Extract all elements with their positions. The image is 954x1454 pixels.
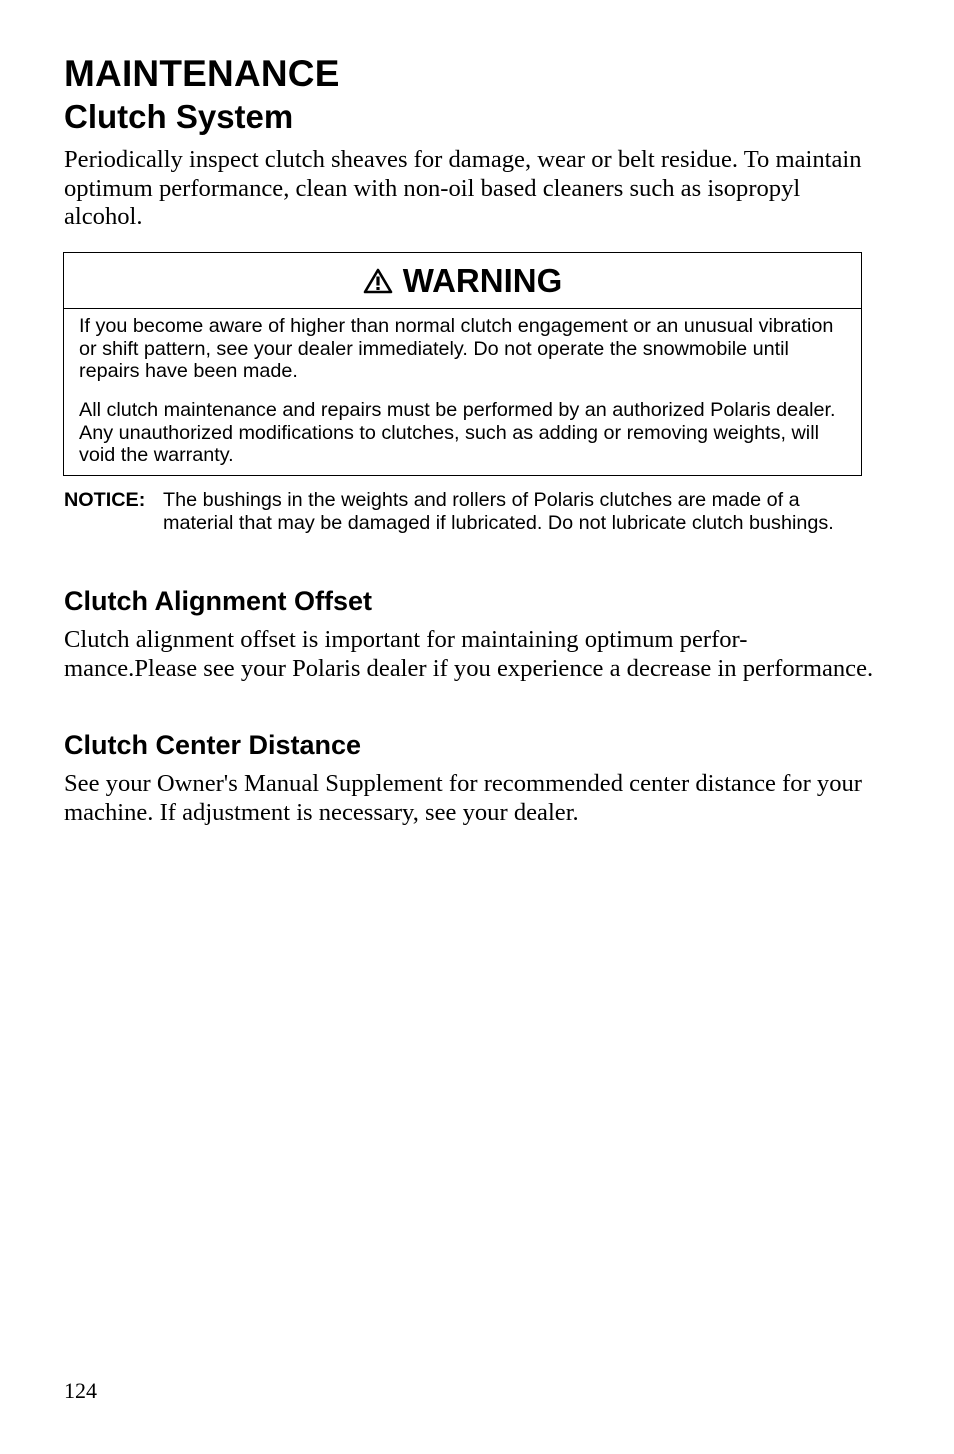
warning-box — [63, 252, 862, 476]
page-title: Clutch System — [64, 98, 294, 135]
warning-title: WARNING — [402, 261, 563, 299]
warning-triangle-icon — [363, 268, 393, 294]
intro-paragraph: Periodically inspect clutch sheaves for damage, wear or belt residue. To maintain optimum performance, clean with non-oil based cleaners such as isopropyl alcohol. — [64, 146, 862, 230]
section-heading-center-distance: Clutch Center Distance — [64, 730, 362, 760]
section-heading: MAINTENANCE — [64, 53, 340, 94]
section-heading-alignment: Clutch Alignment Offset — [64, 586, 372, 616]
center-distance-paragraph: See your Owner's Manual Supplement for recommended center distance for your machine. If adjustment is necessary, see your dealer. — [64, 770, 862, 826]
warning-header — [64, 253, 861, 309]
alignment-paragraph: Clutch alignment offset is important for maintaining optimum perfor-mance.Please see your Polaris dealer if you experience a decrease in performance. — [64, 626, 874, 682]
page-number: 124 — [64, 1378, 97, 1403]
warning-paragraph: All clutch maintenance and repairs must be performed by an authorized Polaris dealer. Any unauthorized modifications to clutches, such as adding or removing weights, will void the warranty. — [79, 399, 836, 466]
notice-label: NOTICE: — [64, 489, 146, 511]
notice-text: The bushings in the weights and rollers of Polaris clutches are made of a material that may be damaged if lubricated. Do not lubricate clutch bushings. — [163, 489, 834, 534]
warning-paragraph: If you become aware of higher than normal clutch engagement or an unusual vibration or shift pattern, see your dealer immediately. Do not operate the snowmobile until repairs have been made. — [79, 315, 834, 382]
